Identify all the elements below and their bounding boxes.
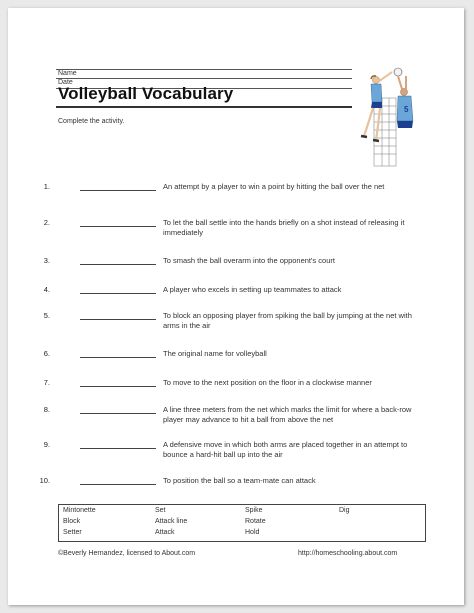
question-number: 1. — [43, 182, 50, 191]
answer-blank[interactable] — [80, 264, 156, 265]
question-number: 2. — [43, 218, 50, 227]
question-definition: An attempt by a player to win a point by hitting the ball over the net — [163, 182, 385, 191]
question-definition: To smash the ball overarm into the opponent's court — [163, 256, 335, 265]
answer-blank[interactable] — [80, 413, 156, 414]
answer-blank[interactable] — [80, 226, 156, 227]
question-definition: A defensive move in which both arms are placed together in an attempt to bounce a hard-hit ball up into the air — [163, 440, 408, 459]
answer-blank[interactable] — [80, 319, 156, 320]
word-bank-term: Mintonette — [63, 507, 96, 514]
name-top-rule — [56, 69, 352, 70]
answer-blank[interactable] — [80, 190, 156, 191]
question-number: 4. — [43, 285, 50, 294]
answer-blank[interactable] — [80, 293, 156, 294]
title-underline — [56, 106, 352, 108]
question-definition: To move to the next position on the floor in a clockwise manner — [163, 378, 372, 387]
blocker-graphic — [397, 76, 413, 128]
question-definition: A line three meters from the net which marks the limit for where a back-row player may advance to hit a ball from above the net — [163, 405, 412, 424]
instructions: Complete the activity. — [58, 118, 125, 125]
word-bank-term: Rotate — [245, 518, 266, 525]
word-bank-term: Attack line — [155, 518, 188, 525]
question-definition: To block an opposing player from spiking the ball by jumping at the net with arms in the air — [163, 311, 412, 330]
page-title: Volleyball Vocabulary — [58, 84, 234, 103]
volleyball-players-illustration — [356, 66, 418, 168]
word-bank-term: Dig — [339, 507, 350, 514]
answer-blank[interactable] — [80, 357, 156, 358]
question-definition: The original name for volleyball — [163, 349, 267, 358]
question-definition: A player who excels in setting up teammates to attack — [163, 285, 342, 294]
spiker-graphic — [361, 72, 392, 141]
footer-url-link[interactable]: http://homeschooling.about.com — [298, 550, 398, 557]
question-definition: To let the ball settle into the hands briefly on a shot instead of releasing it immediately — [163, 218, 405, 237]
word-bank — [58, 504, 426, 542]
name-label: Name — [58, 70, 77, 77]
question-number: 8. — [43, 405, 50, 414]
answer-blank[interactable] — [80, 484, 156, 485]
answer-blank[interactable] — [80, 448, 156, 449]
question-number: 6. — [43, 349, 50, 358]
date-label: Date — [58, 79, 73, 86]
question-number: 10. — [39, 476, 50, 485]
word-bank-term: Hold — [245, 529, 260, 536]
worksheet-page — [8, 8, 464, 605]
question-number: 3. — [43, 256, 50, 265]
question-number: 5. — [43, 311, 50, 320]
copyright-text: ©Beverly Hernandez, licensed to About.com — [58, 550, 196, 557]
word-bank-term: Block — [63, 518, 81, 525]
answer-blank[interactable] — [80, 386, 156, 387]
svg-text:5: 5 — [404, 105, 409, 114]
name-bottom-rule — [56, 78, 352, 79]
word-bank-term: Spike — [245, 507, 263, 514]
question-number: 9. — [43, 440, 50, 449]
word-bank-term: Setter — [63, 529, 82, 536]
ball-graphic — [394, 68, 402, 76]
question-definition: To position the ball so a team-mate can attack — [163, 476, 316, 485]
word-bank-term: Attack — [155, 529, 175, 536]
question-number: 7. — [43, 378, 50, 387]
word-bank-term: Set — [155, 507, 166, 514]
